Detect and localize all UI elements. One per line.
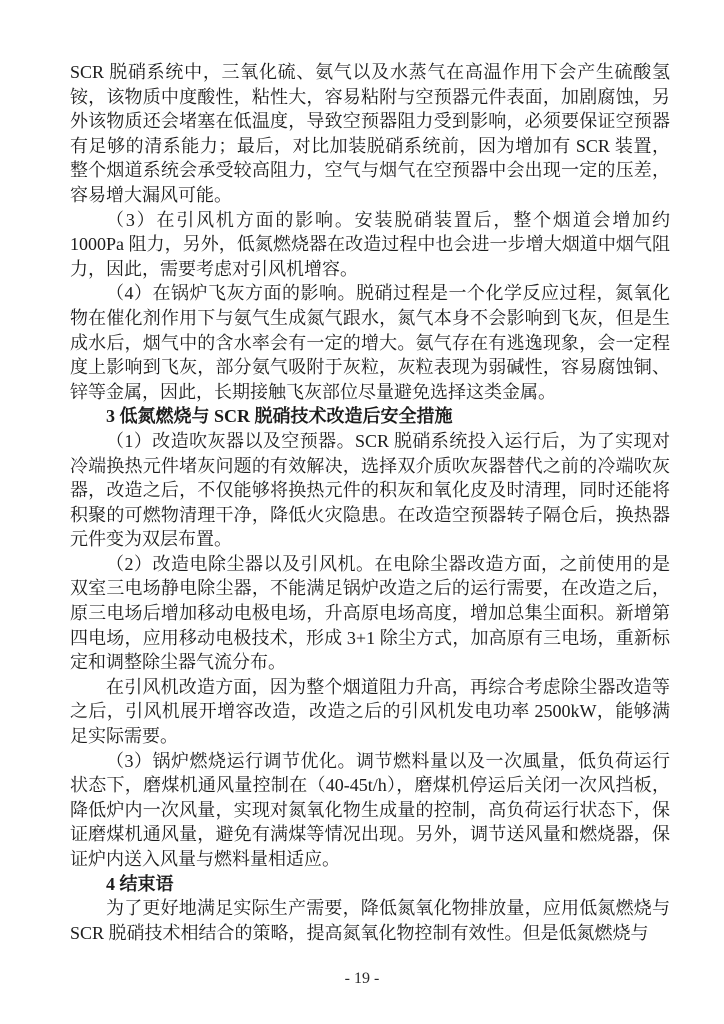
section-heading: 3 低氮燃烧与 SCR 脱硝技术改造后安全措施 (106, 406, 453, 427)
page-footer (0, 969, 724, 989)
paragraph: 在引风机改造方面，因为整个烟道阻力升高，再综合考虑除尘器改造等之后，引风机展开增容改造，改造之后的引风机发电功率 2500kW，能够满足实际需要。 (70, 676, 670, 747)
page-number: - 19 - (344, 970, 380, 987)
paragraph: （2）改造电除尘器以及引风机。在电除尘器改造方面，之前使用的是双室三电场静电除尘器，不能满足锅炉改造之后的运行需要，在改造之后，原三电场后增加移动电极电场，升高原电场高度，增加总集尘面积。新增第四电场，应用移动电极技术，形成 3+1 除尘方式，加高原有三电场，重新标定和调整除尘器气流分布。 (70, 553, 670, 673)
paragraph: 为了更好地满足实际生产需要，降低氮氧化物排放量，应用低氮燃烧与 SCR 脱硝技术相结合的策略，提高氮氧化物控制有效性。但是低氮燃烧与 (70, 898, 670, 943)
section-heading: 4 结束语 (106, 873, 174, 894)
paragraph: （4）在锅炉飞灰方面的影响。脱硝过程是一个化学反应过程，氮氧化物在催化剂作用下与氨气生成氮气跟水，氮气本身不会影响到飞灰，但是生成水后，烟气中的含水率会有一定的增大。氨气存在有逃逸现象，会一定程度上影响到飞灰，部分氨气吸附于灰粒，灰粒表现为弱碱性，容易腐蚀铜、锌等金属，因此，长期接触飞灰部位尽量避免选择这类金属。 (70, 283, 670, 402)
paragraph: （1）改造吹灰器以及空预器。SCR 脱硝系统投入运行后，为了实现对冷端换热元件堵灰问题的有效解决，选择双介质吹灰器替代之前的冷端吹灰器，改造之后，不仅能够将换热元件的积灰和氧化皮及时清理，同时还能将积聚的可燃物清理干净，降低火灾隐患。在改造空预器转子隔仓后，换热器元件变为双层布置。 (70, 430, 670, 550)
document-body (70, 60, 670, 945)
paragraph: （3）在引风机方面的影响。安装脱硝装置后，整个烟道会增加约 1000Pa 阻力，另外，低氮燃烧器在改造过程中也会进一步增大烟道中烟气阻力，因此，需要考虑对引风机增容。 (70, 209, 670, 279)
paragraph: （3）锅炉燃烧运行调节优化。调节燃料量以及一次風量，低负荷运行状态下，磨煤机通风量控制在（40-45t/h），磨煤机停运后关闭一次风挡板，降低炉内一次风量，实现对氮氧化物生成量的控制，高负荷运行状态下，保证磨煤机通风量，避免有满煤等情况出现。另外，调节送风量和燃烧器，保证炉内送入风量与燃料量相适应。 (70, 750, 670, 869)
paragraph: SCR 脱硝系统中，三氧化硫、氨气以及水蒸气在高温作用下会产生硫酸氢铵，该物质中度酸性，粘性大，容易粘附与空预器元件表面，加剧腐蚀，另外该物质还会堵塞在低温度，导致空预器阻力受到影响，必须要保证空预器有足够的清系能力；最后，对比加装脱硝系统前，因为增加有 SCR 装置，整个烟道系统会承受较高阻力，空气与烟气在空预器中会出现一定的压差，容易增大漏风可能。 (70, 62, 670, 205)
